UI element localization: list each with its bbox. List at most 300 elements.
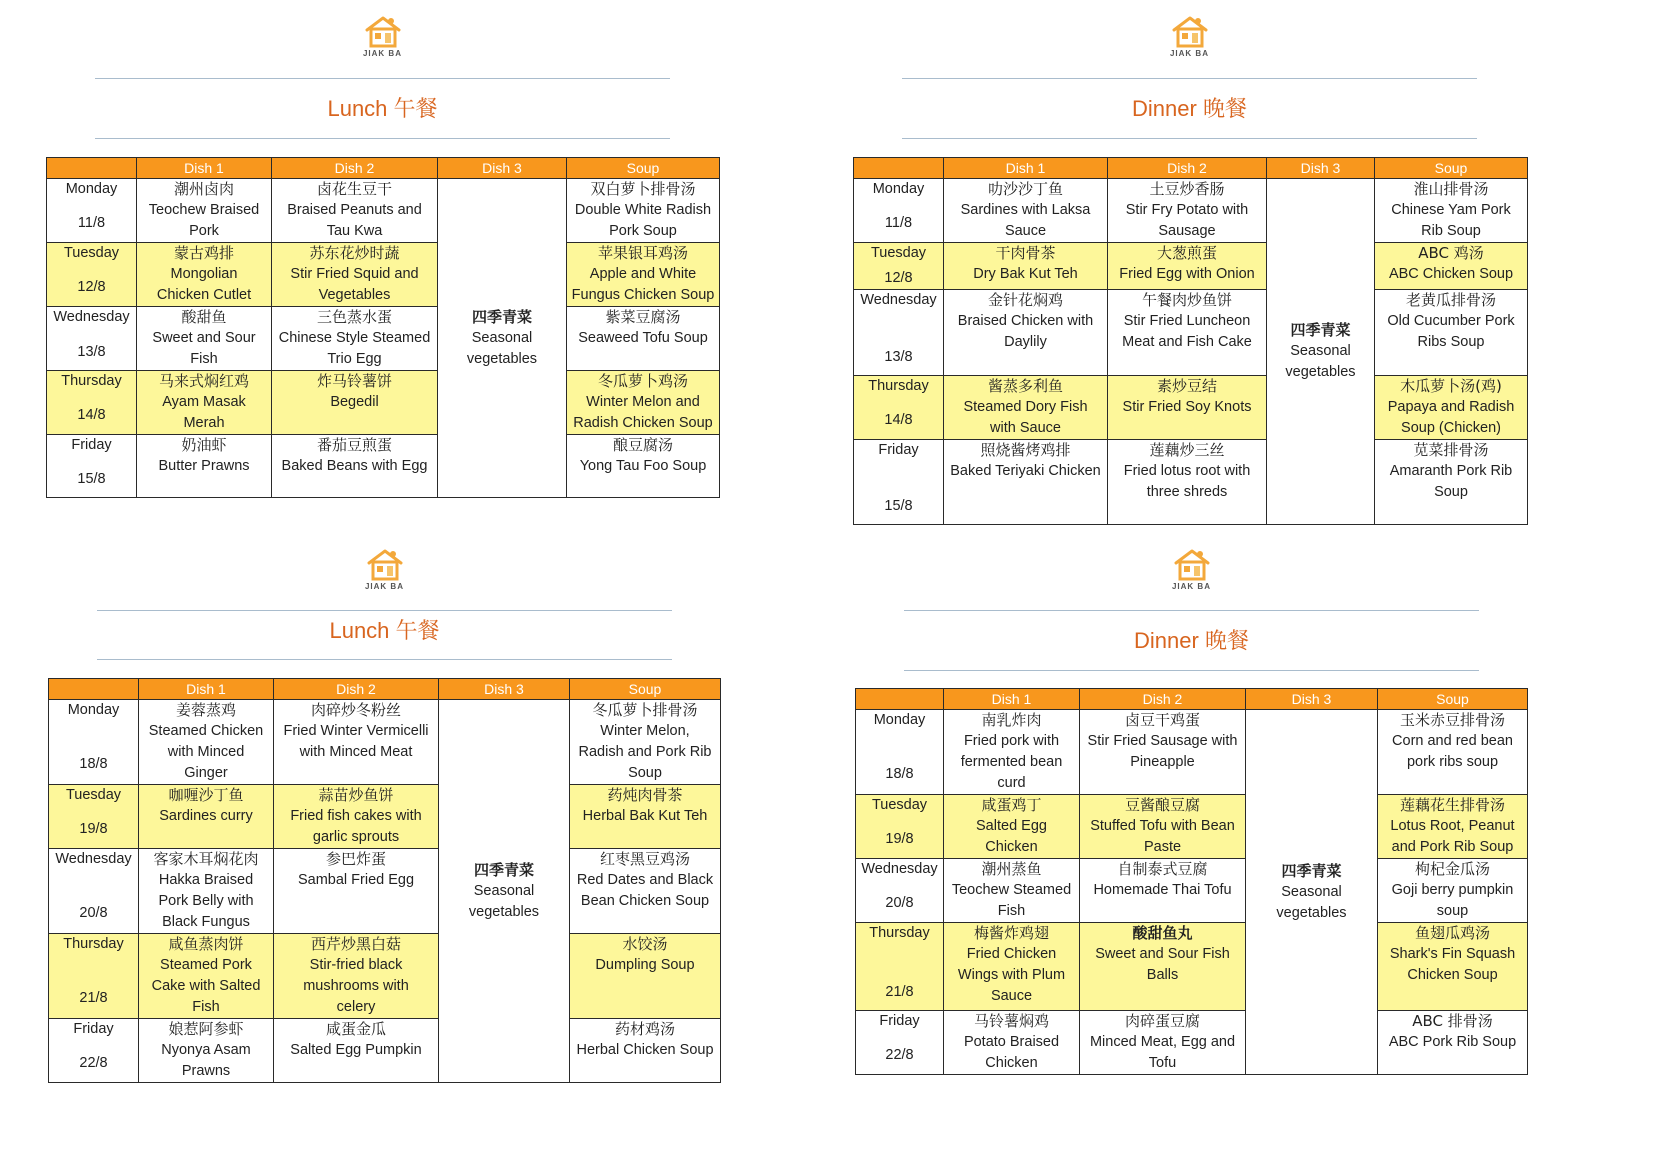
- dish-english-line: Trio Egg: [327, 351, 382, 367]
- dish-english-line: ABC Chicken Soup: [1388, 266, 1514, 282]
- day-cell: [49, 934, 139, 1019]
- dish2-cell: [272, 179, 438, 243]
- dish1-cell: [137, 179, 272, 243]
- day-date: 13/8: [77, 344, 106, 360]
- day-date: 15/8: [884, 498, 913, 514]
- day-date: 22/8: [79, 1055, 108, 1071]
- dish-english-line: Potato Braised: [963, 1034, 1060, 1050]
- day-name: Monday: [872, 181, 925, 197]
- soup-cell: [1375, 376, 1528, 440]
- dish-english-line: Salted Egg Pumpkin: [290, 1042, 422, 1058]
- dish-english-line: Steamed Pork: [160, 957, 252, 973]
- brand-name: JIAK BA: [362, 49, 402, 58]
- dish-english-line: Sausage: [1158, 223, 1216, 239]
- soup-chinese-name: 双白萝卜排骨汤: [590, 180, 696, 198]
- header-soup: Soup: [1378, 689, 1528, 710]
- soup-chinese-name: 苋菜排骨汤: [1413, 441, 1489, 459]
- dish3-chinese: 四季青菜: [471, 307, 532, 326]
- menu-row: [856, 1011, 1528, 1075]
- dish-english-line: Braised Chicken with: [957, 313, 1094, 329]
- menu-row: [854, 290, 1528, 376]
- dish-chinese-name: 酸甜鱼: [181, 308, 227, 326]
- header-dish1: Dish 1: [139, 679, 274, 700]
- soup-cell: [1375, 440, 1528, 525]
- dish2-cell: [274, 934, 439, 1019]
- day-name: Wednesday: [860, 292, 937, 308]
- divider: [95, 78, 670, 79]
- dish-english-line: Dumpling Soup: [595, 957, 695, 973]
- day-name: Thursday: [61, 373, 122, 389]
- dish-english-line: Fried Winter Vermicelli: [283, 723, 429, 739]
- dish1-cell: [137, 307, 272, 371]
- dish-english-line: Merah: [183, 415, 225, 431]
- dish-english-line: Fried lotus root with: [1123, 463, 1251, 479]
- dish2-cell: [274, 785, 439, 849]
- dish-chinese-name: 苏东花炒时蔬: [309, 244, 400, 262]
- day-cell: [856, 710, 944, 795]
- dish-english-line: pork ribs soup: [1406, 754, 1499, 770]
- dish-english-line: fermented bean: [960, 754, 1063, 770]
- dish-english-line: Vegetables: [318, 287, 391, 303]
- day-cell: [47, 371, 137, 435]
- day-date: 12/8: [884, 270, 913, 286]
- dish3-english: vegetables: [466, 350, 538, 367]
- dish-english-line: Chicken: [985, 839, 1038, 855]
- menu-title: Lunch 午餐: [327, 96, 438, 121]
- dish2-cell: [1108, 290, 1267, 376]
- soup-cell: [1378, 1011, 1528, 1075]
- soup-cell: [567, 371, 720, 435]
- dish-english-line: Cake with Salted: [151, 978, 261, 994]
- dish-english-line: Amaranth Pork Rib: [1389, 463, 1513, 479]
- header-row: [49, 679, 721, 700]
- dish-chinese-name: 咸鱼蒸肉饼: [168, 935, 244, 953]
- dish-english-line: Dry Bak Kut Teh: [973, 266, 1078, 282]
- dish2-cell: [272, 371, 438, 435]
- day-date: 19/8: [885, 831, 914, 847]
- dish-english-line: Shark's Fin Squash: [1389, 946, 1516, 962]
- header-dish1: Dish 1: [944, 158, 1108, 179]
- dish1-cell: [139, 934, 274, 1019]
- dish-chinese-name: 马来式焖红鸡: [158, 372, 249, 390]
- dish-chinese-name: 马铃薯焖鸡: [973, 1012, 1049, 1030]
- dish2-cell: [1108, 440, 1267, 525]
- dish1-cell: [944, 923, 1080, 1011]
- dish-chinese-name: 干肉骨茶: [995, 244, 1056, 262]
- menu-row: [856, 923, 1528, 1011]
- divider: [97, 659, 672, 660]
- dish-chinese-name: 照烧酱烤鸡排: [980, 441, 1071, 459]
- dish-chinese-name: 娘惹阿参虾: [168, 1020, 244, 1038]
- dish1-cell: [139, 700, 274, 785]
- dish3-english: Seasonal: [1281, 883, 1342, 900]
- dish1-cell: [137, 243, 272, 307]
- soup-cell: [1378, 710, 1528, 795]
- dish3-cell: [1246, 710, 1378, 1075]
- menu-row: [47, 243, 720, 307]
- soup-cell: [570, 934, 721, 1019]
- soup-chinese-name: ABC 排骨汤: [1412, 1012, 1493, 1030]
- day-cell: [47, 179, 137, 243]
- dish-english-line: Herbal Chicken Soup: [576, 1042, 714, 1058]
- dish-chinese-name: 豆酱酿豆腐: [1124, 796, 1200, 814]
- menu-row: [49, 1019, 721, 1083]
- day-date: 11/8: [77, 215, 106, 231]
- dish-english-line: Salted Egg: [976, 818, 1047, 834]
- day-date: 14/8: [77, 407, 106, 423]
- day-cell: [47, 307, 137, 371]
- menu-row: [854, 179, 1528, 243]
- day-cell: [856, 923, 944, 1011]
- dish-english-line: Double White Radish: [574, 202, 712, 218]
- divider: [97, 610, 672, 611]
- header-blank: [47, 158, 137, 179]
- dish1-cell: [944, 290, 1108, 376]
- dish-chinese-name: 番茄豆煎蛋: [316, 436, 392, 454]
- dish2-cell: [1108, 179, 1267, 243]
- dish1-cell: [139, 785, 274, 849]
- day-date: 13/8: [884, 349, 913, 365]
- dish-english-line: Wings with Plum: [957, 967, 1066, 983]
- dish-chinese-name: 奶油虾: [181, 436, 227, 454]
- dish-english-line: Teochew Braised: [148, 202, 260, 218]
- dish-english-line: Prawns: [181, 1063, 231, 1079]
- menu-row: [47, 179, 720, 243]
- dish-english-line: Radish Chicken Soup: [573, 415, 713, 431]
- dish2-cell: [272, 435, 438, 498]
- dish-english-line: Corn and red bean: [1392, 733, 1513, 749]
- dish-english-line: Ayam Masak: [162, 394, 246, 410]
- soup-cell: [567, 243, 720, 307]
- day-date: 18/8: [79, 756, 108, 772]
- header-dish3: Dish 3: [439, 679, 570, 700]
- dish-english-line: Old Cucumber Pork: [1387, 313, 1515, 329]
- dish-english-line: Daylily: [1004, 334, 1047, 350]
- dish-chinese-name: 素炒豆结: [1156, 377, 1217, 395]
- day-name: Wednesday: [53, 309, 130, 325]
- menu-table: [46, 157, 720, 498]
- house-icon: [355, 547, 415, 581]
- dish-english-line: Stir Fried Luncheon: [1123, 313, 1251, 329]
- menu-row: [854, 243, 1528, 290]
- menu-row: [49, 849, 721, 934]
- dish-english-line: Baked Teriyaki Chicken: [950, 463, 1101, 479]
- soup-chinese-name: 老黄瓜排骨汤: [1405, 291, 1496, 309]
- dish-english-line: Red Dates and Black: [576, 872, 714, 888]
- soup-chinese-name: 枸杞金瓜汤: [1414, 860, 1490, 878]
- soup-chinese-name: ABC 鸡汤: [1418, 244, 1484, 262]
- dish-english-line: Winter Melon and: [586, 394, 700, 410]
- dish3-chinese: 四季青菜: [1281, 861, 1342, 880]
- dish-english-line: Pork Belly with: [158, 893, 254, 909]
- dish-chinese-name: 姜蓉蒸鸡: [175, 701, 236, 719]
- dish1-cell: [944, 795, 1080, 859]
- dish2-cell: [1080, 795, 1246, 859]
- soup-cell: [1375, 290, 1528, 376]
- dish-english-line: Stir-fried black: [309, 957, 403, 973]
- day-date: 14/8: [884, 412, 913, 428]
- dish-english-line: Fried fish cakes with: [290, 808, 422, 824]
- day-name: Monday: [65, 181, 118, 197]
- dish2-cell: [274, 849, 439, 934]
- dish-english-line: Pineapple: [1130, 754, 1195, 770]
- soup-chinese-name: 酿豆腐汤: [612, 436, 673, 454]
- dish3-english: vegetables: [1285, 364, 1356, 380]
- dish2-cell: [272, 307, 438, 371]
- dish-english-line: Teochew Steamed: [951, 882, 1072, 898]
- dish-chinese-name: 南乳炸肉: [981, 711, 1042, 729]
- header-dish1: Dish 1: [944, 689, 1080, 710]
- soup-chinese-name: 淮山排骨汤: [1413, 180, 1489, 198]
- menu-title: Dinner 晚餐: [1134, 628, 1249, 653]
- dish-english-line: Stir Fried Soy Knots: [1122, 399, 1252, 415]
- menu-row: [856, 795, 1528, 859]
- dish-english-line: Soup: [628, 765, 662, 781]
- dish-english-line: curd: [997, 775, 1026, 791]
- soup-cell: [567, 307, 720, 371]
- dish-english-line: Braised Peanuts and: [287, 202, 422, 218]
- soup-chinese-name: 红枣黑豆鸡汤: [599, 850, 690, 868]
- dish-english-line: Stir Fry Potato with: [1125, 202, 1249, 218]
- house-icon: [1160, 14, 1220, 48]
- menu-table: [853, 157, 1528, 525]
- dish-english-line: Fish: [997, 903, 1026, 919]
- soup-cell: [567, 435, 720, 498]
- header-dish2: Dish 2: [274, 679, 439, 700]
- jiak-ba-logo: [353, 14, 413, 58]
- header-row: [47, 158, 720, 179]
- soup-chinese-name: 药炖肉骨茶: [607, 786, 683, 804]
- menu-row: [49, 934, 721, 1019]
- soup-cell: [1378, 859, 1528, 923]
- dish-chinese-name: 莲藕炒三丝: [1149, 441, 1225, 459]
- header-blank: [854, 158, 944, 179]
- day-name: Wednesday: [861, 861, 938, 877]
- dish1-cell: [944, 710, 1080, 795]
- dish-english-line: Black Fungus: [162, 914, 250, 930]
- dish-english-line: Ginger: [184, 765, 228, 781]
- dish-english-line: Fried Egg with Onion: [1119, 266, 1255, 282]
- dish-english-line: Tau Kwa: [326, 223, 383, 239]
- soup-cell: [1378, 923, 1528, 1011]
- dish-english-line: Fungus Chicken Soup: [571, 287, 715, 303]
- dish-english-line: Baked Beans with Egg: [281, 458, 428, 474]
- dish1-cell: [137, 371, 272, 435]
- jiak-ba-logo: [355, 547, 415, 591]
- dish-english-line: Fried Chicken: [966, 946, 1057, 962]
- dish-chinese-name: 大葱煎蛋: [1156, 244, 1217, 262]
- dish-english-line: celery: [336, 999, 376, 1015]
- dish-chinese-name: 卤豆干鸡蛋: [1124, 711, 1200, 729]
- dish-english-line: Homemade Thai Tofu: [1093, 882, 1232, 898]
- header-dish2: Dish 2: [272, 158, 438, 179]
- dish-chinese-name: 卤花生豆干: [316, 180, 392, 198]
- dish-english-line: three shreds: [1146, 484, 1228, 500]
- dish-english-line: garlic sprouts: [312, 829, 400, 845]
- dish-chinese-name: 参巴炸蛋: [325, 850, 386, 868]
- soup-chinese-name: 水饺汤: [622, 935, 668, 953]
- dish-english-line: Hakka Braised: [158, 872, 254, 888]
- dish-english-line: Mongolian: [170, 266, 238, 282]
- dish-english-line: Paste: [1143, 839, 1182, 855]
- dish-english-line: Papaya and Radish: [1387, 399, 1515, 415]
- dish-english-line: Winter Melon,: [600, 723, 690, 739]
- dish-chinese-name: 蒙古鸡排: [173, 244, 234, 262]
- dish1-cell: [944, 440, 1108, 525]
- divider: [95, 138, 670, 139]
- dish-chinese-name: 客家木耳焖花肉: [153, 850, 259, 868]
- dish-english-line: Minced Meat, Egg and: [1089, 1034, 1236, 1050]
- dish-english-line: Sweet and Sour Fish: [1095, 946, 1230, 962]
- day-name: Friday: [879, 1013, 920, 1029]
- dish-english-line: Yong Tau Foo Soup: [579, 458, 707, 474]
- dish-english-line: Apple and White: [589, 266, 697, 282]
- day-name: Friday: [878, 442, 919, 458]
- dish2-cell: [1108, 243, 1267, 290]
- dish3-english: Seasonal: [1290, 343, 1351, 359]
- day-date: 20/8: [79, 905, 108, 921]
- menu-table: [855, 688, 1528, 1075]
- soup-cell: [570, 700, 721, 785]
- dish-english-line: Soup (Chicken): [1401, 420, 1501, 436]
- day-date: 19/8: [79, 821, 108, 837]
- soup-cell: [1375, 243, 1528, 290]
- dish2-cell: [274, 700, 439, 785]
- dish-english-line: Goji berry pumpkin: [1391, 882, 1514, 898]
- day-cell: [47, 435, 137, 498]
- dish-chinese-name: 肉碎蛋豆腐: [1124, 1012, 1200, 1030]
- header-dish3: Dish 3: [1267, 158, 1375, 179]
- menu-table: [48, 678, 721, 1083]
- menu-title: Lunch 午餐: [329, 618, 440, 643]
- dish3-chinese: 四季青菜: [1290, 321, 1351, 339]
- soup-cell: [570, 849, 721, 934]
- dish-english-line: Steamed Dory Fish: [963, 399, 1088, 415]
- dish-english-line: Sauce: [990, 988, 1033, 1004]
- dish-chinese-name: 肉碎炒冬粉丝: [310, 701, 401, 719]
- dish-english-line: Nyonya Asam: [161, 1042, 251, 1058]
- header-row: [856, 689, 1528, 710]
- day-name: Tuesday: [65, 787, 122, 803]
- dish2-cell: [1080, 923, 1246, 1011]
- dish1-cell: [944, 1011, 1080, 1075]
- dish-english-line: Stuffed Tofu with Bean: [1090, 818, 1235, 834]
- divider: [902, 138, 1477, 139]
- house-icon: [1162, 547, 1222, 581]
- dish1-cell: [944, 859, 1080, 923]
- dish2-cell: [1108, 376, 1267, 440]
- soup-cell: [1375, 179, 1528, 243]
- dish-english-line: Bean Chicken Soup: [580, 893, 710, 909]
- soup-chinese-name: 鱼翅瓜鸡汤: [1414, 924, 1490, 942]
- menu-row: [854, 376, 1528, 440]
- soup-cell: [570, 1019, 721, 1083]
- day-cell: [49, 700, 139, 785]
- dish-chinese-name: 土豆炒香肠: [1149, 180, 1225, 198]
- dish-chinese-name: 自制泰式豆腐: [1117, 860, 1208, 878]
- dish1-cell: [944, 376, 1108, 440]
- day-date: 15/8: [77, 471, 106, 487]
- dish-english-line: Lotus Root, Peanut: [1390, 818, 1515, 834]
- header-blank: [856, 689, 944, 710]
- day-name: Friday: [73, 1021, 114, 1037]
- day-cell: [854, 376, 944, 440]
- house-icon: [353, 14, 413, 48]
- dish-english-line: Steamed Chicken: [148, 723, 264, 739]
- dish2-cell: [1080, 1011, 1246, 1075]
- dish3-english: vegetables: [468, 903, 540, 920]
- dish-chinese-name: 潮州卤肉: [173, 180, 234, 198]
- soup-chinese-name: 冬瓜萝卜排骨汤: [592, 701, 698, 719]
- dish1-cell: [139, 1019, 274, 1083]
- dish-english-line: Stir Fried Sausage with: [1087, 733, 1238, 749]
- dish3-cell: [439, 700, 570, 1083]
- dish-chinese-name: 潮州蒸鱼: [981, 860, 1042, 878]
- dish-chinese-name: 咸蛋鸡丁: [981, 796, 1042, 814]
- dish-english-line: Herbal Bak Kut Teh: [582, 808, 708, 824]
- day-cell: [49, 849, 139, 934]
- dish-english-line: Chicken Soup: [1407, 967, 1498, 983]
- menu-title: Dinner 晚餐: [1132, 96, 1247, 121]
- dish-english-line: Balls: [1146, 967, 1179, 983]
- header-dish2: Dish 2: [1108, 158, 1267, 179]
- dish-chinese-name: 西芹炒黑白菇: [310, 935, 401, 953]
- soup-chinese-name: 苹果银耳鸡汤: [597, 244, 688, 262]
- menu-row: [854, 440, 1528, 525]
- day-name: Monday: [67, 702, 120, 718]
- menu-row: [856, 710, 1528, 795]
- dish-english-line: Sardines with Laksa: [960, 202, 1091, 218]
- dish-english-line: Sambal Fried Egg: [297, 872, 415, 888]
- dish-english-line: with Minced Meat: [299, 744, 413, 760]
- dish1-cell: [137, 435, 272, 498]
- day-name: Thursday: [868, 378, 929, 394]
- dish-chinese-name: 午餐肉炒鱼饼: [1141, 291, 1232, 309]
- dish-chinese-name: 叻沙沙丁鱼: [987, 180, 1063, 198]
- soup-chinese-name: 木瓜萝卜汤(鸡): [1400, 377, 1502, 395]
- header-dish1: Dish 1: [137, 158, 272, 179]
- day-cell: [856, 1011, 944, 1075]
- dish-chinese-name: 梅酱炸鸡翅: [973, 924, 1049, 942]
- header-row: [854, 158, 1528, 179]
- divider: [902, 78, 1477, 79]
- dish-english-line: Fish: [192, 999, 220, 1015]
- dish1-cell: [944, 243, 1108, 290]
- day-cell: [49, 1019, 139, 1083]
- dish-english-line: Chicken: [985, 1055, 1038, 1071]
- dish-english-line: soup: [1436, 903, 1469, 919]
- dish-chinese-name: 炸马铃薯饼: [316, 372, 392, 390]
- menu-row: [47, 307, 720, 371]
- day-name: Monday: [873, 712, 926, 728]
- header-dish2: Dish 2: [1080, 689, 1246, 710]
- dish-chinese-name: 三色蒸水蛋: [316, 308, 392, 326]
- day-name: Thursday: [63, 936, 124, 952]
- soup-chinese-name: 药材鸡汤: [614, 1020, 675, 1038]
- day-date: 18/8: [885, 766, 914, 782]
- dish-english-line: Fish: [190, 351, 218, 367]
- dish2-cell: [272, 243, 438, 307]
- day-date: 21/8: [79, 990, 108, 1006]
- header-soup: Soup: [570, 679, 721, 700]
- day-name: Tuesday: [63, 245, 120, 261]
- day-name: Tuesday: [870, 245, 927, 261]
- dish-chinese-name: 酱蒸多利鱼: [987, 377, 1063, 395]
- dish-chinese-name: 蒜苗炒鱼饼: [318, 786, 394, 804]
- day-name: Thursday: [869, 925, 930, 941]
- dish-english-line: Sardines curry: [159, 808, 253, 824]
- dish2-cell: [1080, 859, 1246, 923]
